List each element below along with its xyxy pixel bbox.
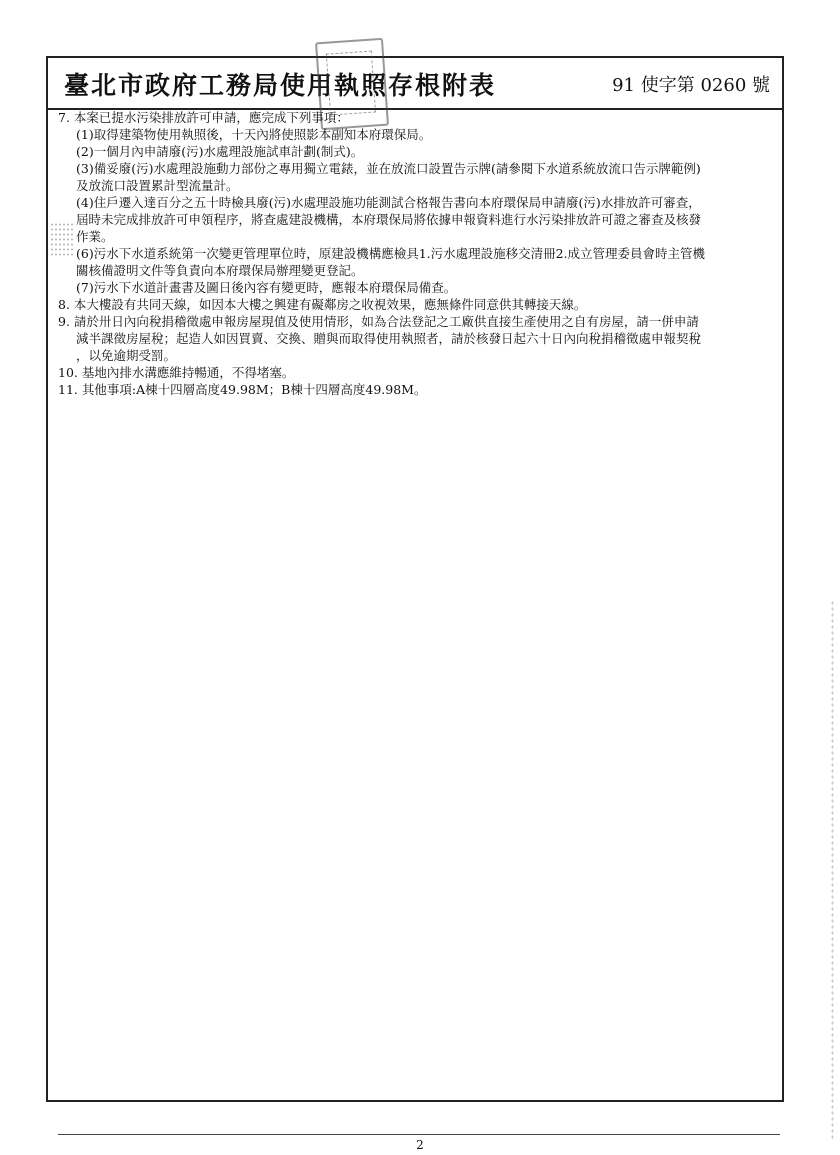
conditions-list xyxy=(58,109,770,398)
item-11: 11. 其他事項:A棟十四層高度49.98M；B棟十四層高度49.98M。 xyxy=(58,382,427,397)
item-7-1: (1)取得建築物使用執照後，十天內將使照影本副知本府環保局。 xyxy=(76,127,432,142)
page-number: 2 xyxy=(416,1138,424,1152)
item-7-3: (3)備妥廢(污)水處理設施動力部份之專用獨立電錶，並在放流口設置告示牌(請參閱下水道系統放流口告示牌範例) xyxy=(76,161,701,176)
item-8: 8. 本大樓設有共同天線，如因本大樓之興建有礙鄰房之收視效果，應無條件同意供其轉接天線。 xyxy=(58,297,587,312)
permit-number: 91 使字第 0260 號 xyxy=(612,75,770,96)
scan-edge-noise xyxy=(831,600,834,1140)
item-9-cont2: ，以免逾期受罰。 xyxy=(76,348,177,363)
item-7-4-cont: 屆時未完成排放許可申領程序，將查處建設機構，本府環保局將依據申報資料進行水污染排放許可證之審查及核發 xyxy=(76,212,702,227)
item-7-7: (7)污水下水道計畫書及圖日後內容有變更時，應報本府環保局備查。 xyxy=(76,280,457,295)
bottom-rule xyxy=(58,1134,780,1135)
item-9: 9. 請於卅日內向稅捐稽徵處申報房屋現值及使用情形，如為合法登記之工廠供直接生產使用之自有房屋，請一併申請 xyxy=(58,314,699,329)
title-row xyxy=(48,58,782,110)
item-7-6: (6)污水下水道系統第一次變更管理單位時，原建設機構應檢具1.污水處理設施移交清冊2.成立管理委員會時主管機 xyxy=(76,246,706,261)
item-7: 7. 本案已提水污染排放許可申請，應完成下列事項： xyxy=(58,110,349,125)
item-10: 10. 基地內排水溝應維持暢通，不得堵塞。 xyxy=(58,365,295,380)
item-7-2: (2)一個月內申請廢(污)水處理設施試車計劃(制式)。 xyxy=(76,144,364,159)
item-9-cont: 減半課徵房屋稅；起造人如因買賣、交換、贈與而取得使用執照者，請於核發日起六十日內向稅捐稽徵處申報契稅 xyxy=(76,331,702,346)
item-7-6-cont: 關核備證明文件等負責向本府環保局辦理變更登記。 xyxy=(76,263,364,278)
item-7-4-cont2: 作業。 xyxy=(76,229,114,244)
item-7-3-cont: 及放流口設置累計型流量計。 xyxy=(76,178,239,193)
item-7-4: (4)住戶遷入達百分之五十時檢具廢(污)水處理設施功能測試合格報告書向本府環保局申請廢(污)水排放許可審查， xyxy=(76,195,701,210)
document-title: 臺北市政府工務局使用執照存根附表 xyxy=(64,71,497,100)
